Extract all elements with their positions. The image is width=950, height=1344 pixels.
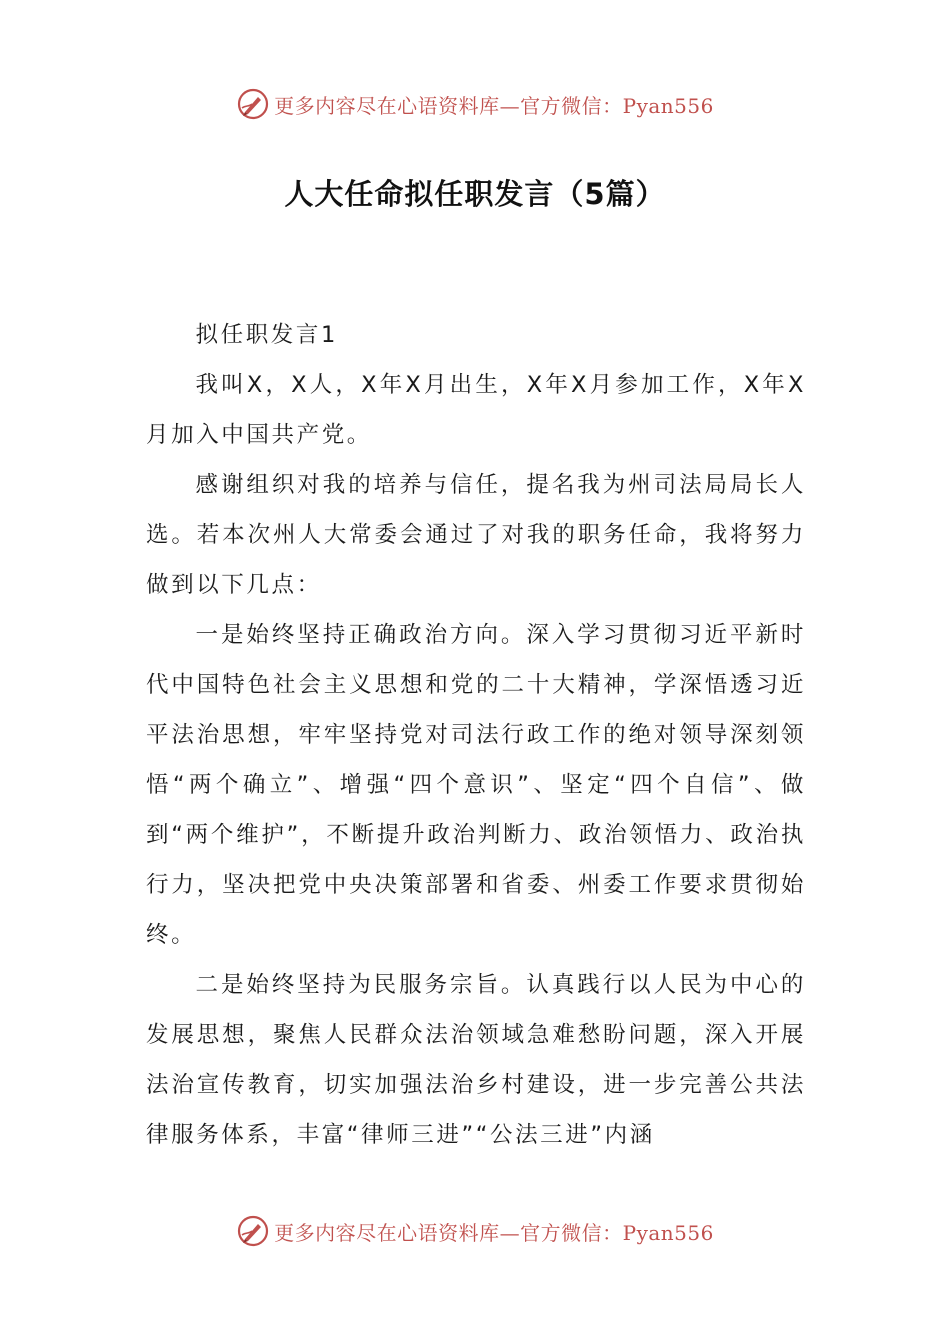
pen-logo-icon [236,1214,270,1248]
header-watermark [0,84,950,124]
body-paragraph: 二是始终坚持为民服务宗旨。认真践行以人民为中心的发展思想，聚焦人民群众法治领域急难愁盼问题，深入开展法治宣传教育，切实加强法治乡村建设，进一步完善公共法律服务体系，丰富“律师三进”“公法三进”内涵 [146,972,806,1148]
section-heading: 拟任职发言1 [195,322,338,348]
document-title: 人大任命拟任职发言（5篇） [284,177,666,211]
body-paragraph: 我叫X，X人，X年X月出生，X年X月参加工作，X年X月加入中国共产党。 [146,372,806,448]
watermark-text: 更多内容尽在心语资料库—官方微信：Pyan556 [274,1220,714,1245]
footer-watermark [0,1211,950,1251]
body-paragraph: 一是始终坚持正确政治方向。深入学习贯彻习近平新时代中国特色社会主义思想和党的二十大精神，学深悟透习近平法治思想，牢牢坚持党对司法行政工作的绝对领导深刻领悟“两个确立”、增强“四个意识”、坚定“四个自信”、做到“两个维护”，不断提升政治判断力、政治领悟力、政治执行力，坚决把党中央决策部署和省委、州委工作要求贯彻始终。 [146,622,806,948]
body-paragraph: 感谢组织对我的培养与信任，提名我为州司法局局长人选。若本次州人大常委会通过了对我的职务任命，我将努力做到以下几点： [146,472,806,598]
pen-logo-icon [236,87,270,121]
watermark-text: 更多内容尽在心语资料库—官方微信：Pyan556 [274,93,714,118]
document-body [146,310,806,1160]
